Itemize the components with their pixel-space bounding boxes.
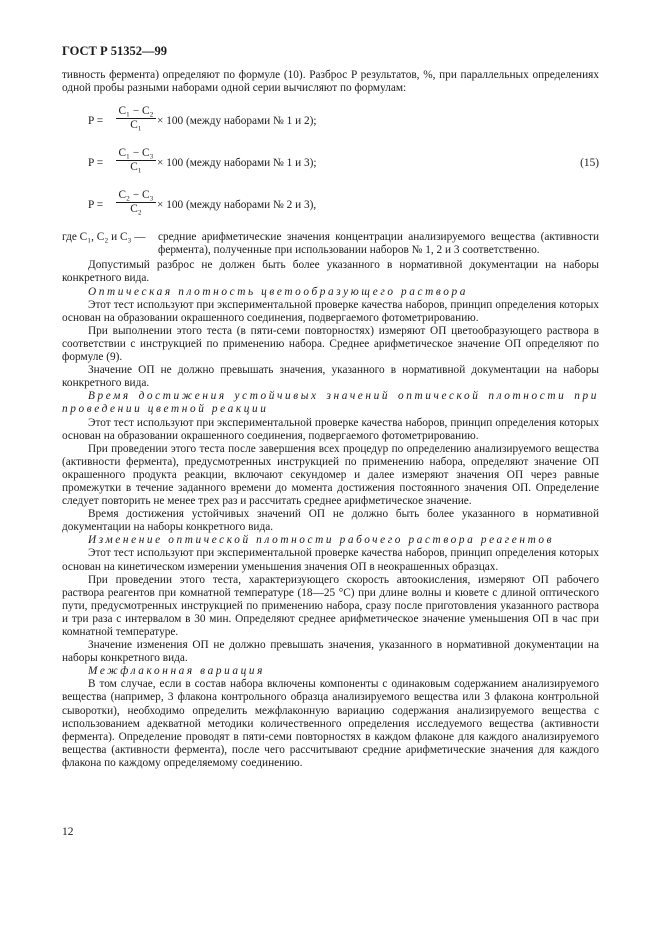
- paragraph: Допустимый разброс не должен быть более указанного в нормативной документации на наборы конкретного вида.: [62, 259, 599, 285]
- where-key: где C₁, C₂ и C₃ —: [62, 231, 146, 244]
- paragraph: Этот тест используют при экспериментальной проверке качества наборов, принцип определения которых основан на образовании окрашенного соединения, подвергаемого фотометрированию.: [62, 298, 599, 324]
- document-page: [62, 44, 599, 770]
- formula-numerator: C₂ − C₃: [116, 189, 156, 203]
- paragraph: При проведении этого теста, характеризующего скорость автоокисления, измеряют ОП рабочего раствора реагентов при комнатной температуре (18—25 °С) при длине волны и кювете с длиной оптического пути, предусмотренных инструкцией по применению набора, сразу после приготовления указанного раствора и три раза с интервалом в 30 мин. Определяют среднее арифметическое значение уменьшения ОП в час при комнатной температуре.: [62, 573, 599, 638]
- formula-rest: × 100 (между наборами № 1 и 2);: [157, 115, 317, 128]
- formula-denominator: C₂: [130, 203, 142, 216]
- formula-fraction: [116, 147, 156, 173]
- formula-fraction: [116, 189, 156, 215]
- section-heading: Изменение оптической плотности рабочего раствора реагентов: [88, 534, 555, 547]
- intro-paragraph: тивность фермента) определяют по формуле (10). Разброс P результатов, %, при параллельных определениях одной пробы разными наборами одной серии вычисляют по формулам:: [62, 69, 599, 95]
- standard-header: ГОСТ Р 51352—99: [62, 44, 168, 58]
- formula-denominator: C₁: [130, 119, 142, 132]
- equation-number: (15): [580, 157, 599, 170]
- formula-lhs: P =: [88, 199, 104, 212]
- formula: [62, 101, 599, 143]
- section-heading: Время достижения устойчивых значений оптической плотности при проведении цветной реакции: [62, 390, 599, 416]
- document-body: [62, 259, 599, 770]
- paragraph: При проведении этого теста после завершения всех процедур по определению анализируемого вещества (активности фермента), предусмотренных инструкцией по применению набора, определяют значение ОП окрашенного продукта реакции, включают секундомер и далее измеряют значения ОП через равные промежутки в течение заданного времени до момента достижения постоянного значения ОП. Определение следует повторить не менее трех раз и рассчитать среднее арифметическое значение.: [62, 442, 599, 508]
- formula-block: [62, 101, 599, 227]
- paragraph: Этот тест используют при экспериментальной проверке качества наборов, принцип определения которых основан на образовании окрашенного соединения, подвергаемого фотометрированию.: [62, 416, 599, 442]
- formula: [62, 143, 599, 185]
- paragraph: Этот тест используют при экспериментальной проверке качества наборов, принцип определения которых основан на кинетическом измерении уменьшения значения ОП в неокрашенных образцах.: [62, 547, 599, 573]
- paragraph: При выполнении этого теста (в пяти-семи повторностях) измеряют ОП цветообразующего раствора в соответствии с инструкцией по применению набора. Среднее арифметическое значение ОП определяют по формуле (9).: [62, 324, 599, 364]
- formula-rest: × 100 (между наборами № 1 и 3);: [157, 157, 317, 170]
- paragraph: В том случае, если в состав набора включены компоненты с одинаковым содержанием анализируемого вещества (например, 3 флакона контрольного образца анализируемого вещества или 3 флакона контрольной сыворотки), необходимо определить межфлаконную вариацию содержания анализируемого вещества с использованием адекватной методики количественного определения исследуемого вещества (активности фермента). Определение проводят в пяти-семи повторностях в каждом флаконе для каждого анализируемого вещества (активности фермента), после чего рассчитывают средние арифметические значения для каждого флакона по каждому определяемому соединению.: [62, 678, 599, 769]
- section-heading: Оптическая плотность цветообразующего раствора: [88, 285, 469, 298]
- paragraph: Значение изменения ОП не должно превышать значения, указанного в нормативной документации на наборы конкретного вида.: [62, 639, 599, 665]
- paragraph: Значение ОП не должно превышать значения, указанного в нормативной документации на наборы конкретного вида.: [62, 364, 599, 390]
- paragraph: Время достижения устойчивых значений ОП не должно быть более указанного в нормативной документации на наборы конкретного вида.: [62, 508, 599, 534]
- formula-numerator: C₁ − C₂: [116, 105, 156, 119]
- formula-lhs: P =: [88, 157, 104, 170]
- section-heading: Межфлаконная вариация: [88, 665, 265, 678]
- formula: [62, 185, 599, 227]
- page-number: 12: [62, 826, 74, 838]
- formula-denominator: C₁: [130, 161, 142, 174]
- formula-numerator: C₁ − C₃: [116, 147, 156, 161]
- formula-rest: × 100 (между наборами № 2 и 3),: [157, 199, 317, 212]
- where-clause: [62, 231, 599, 257]
- formula-lhs: P =: [88, 115, 104, 128]
- where-value: средние арифметические значения концентрации анализируемого вещества (активности фермента), полученные при использовании наборов № 1, 2 и 3 соответственно.: [158, 231, 599, 257]
- formula-fraction: [116, 105, 156, 131]
